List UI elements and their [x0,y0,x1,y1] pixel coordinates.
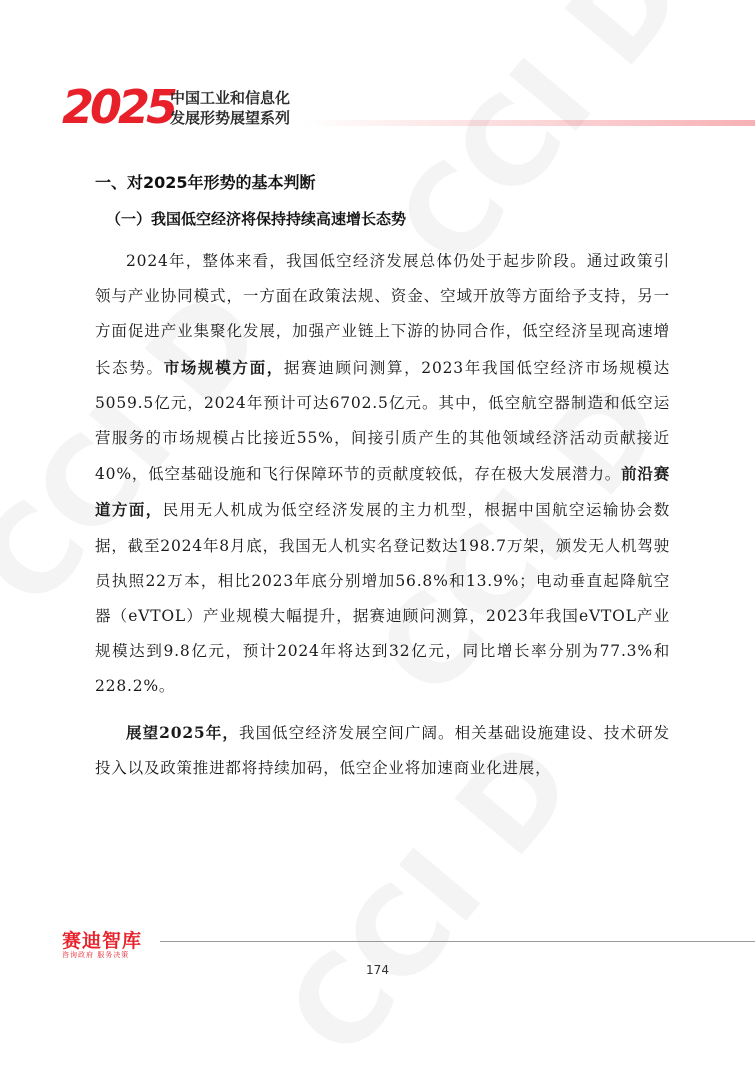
body-text [95,244,670,796]
sub-heading: （一）我国低空经济将保持持续高速增长态势 [106,210,407,228]
year-logo: 2025 [62,80,175,134]
paragraph-1-intro: 2024年，整体来看，我国低空经济发展总体仍处于起步阶段。通过政策引领与产业协同模式，一方面在政策法规、资金、空域开放等方面给予支持，另一方面促进产业集聚化发展，加强产业链上下游的协同合作，低空经济呈现高速增长态势。 [95,252,670,377]
series-title [170,88,290,128]
ccid-think-tank-logo: 赛迪智库 [62,930,143,952]
series-title-line1: 中国工业和信息化 [170,89,291,107]
footer-slogan: 咨询政府 服务决策 [62,951,130,959]
header-divider [302,120,755,126]
footer-divider [160,941,755,942]
section-heading: 一、对2025年形势的基本判断 [95,173,316,192]
paragraph-1 [95,244,670,705]
market-scale-text: 据赛迪顾问测算，2023年我国低空经济市场规模达5059.5亿元，2024年预计可达6702.5亿元。其中，低空航空器制造和低空运营服务的市场规模占比接近55%，间接引质产生的其他领域经济活动贡献接近40%，低空基础设施和飞行保障环节的贡献度较低，存在极大发展潜力。 [95,358,671,484]
frontier-track-label: 前沿赛道方面， [95,464,670,520]
outlook-label: 展望2025年， [126,722,239,742]
page-header [62,80,755,134]
paragraph-2 [95,715,670,786]
series-title-line2: 发展形势展望系列 [170,109,291,127]
outlook-text: 我国低空经济发展空间广阔。相关基础设施建设、技术研发投入以及政策推进都将持续加码，低空企业将加速商业化进展， [95,723,670,777]
page-number: 174 [366,963,389,977]
frontier-track-text: 民用无人机成为低空经济发展的主力机型，根据中国航空运输协会数据，截至2024年8月底，我国无人机实名登记数达198.7万架，颁发无人机驾驶员执照22万本，相比2023年底分别增加56.8%和13.9%；电动垂直起降航空器（eVTOL）产业规模大幅提升，据赛迪顾问测算，2023年我国eVTOL产业规模达到9.8亿元，预计2024年将达到32亿元，同比增长率分别为77.3%和228.2%。 [95,501,670,696]
market-scale-label: 市场规模方面， [163,357,284,377]
